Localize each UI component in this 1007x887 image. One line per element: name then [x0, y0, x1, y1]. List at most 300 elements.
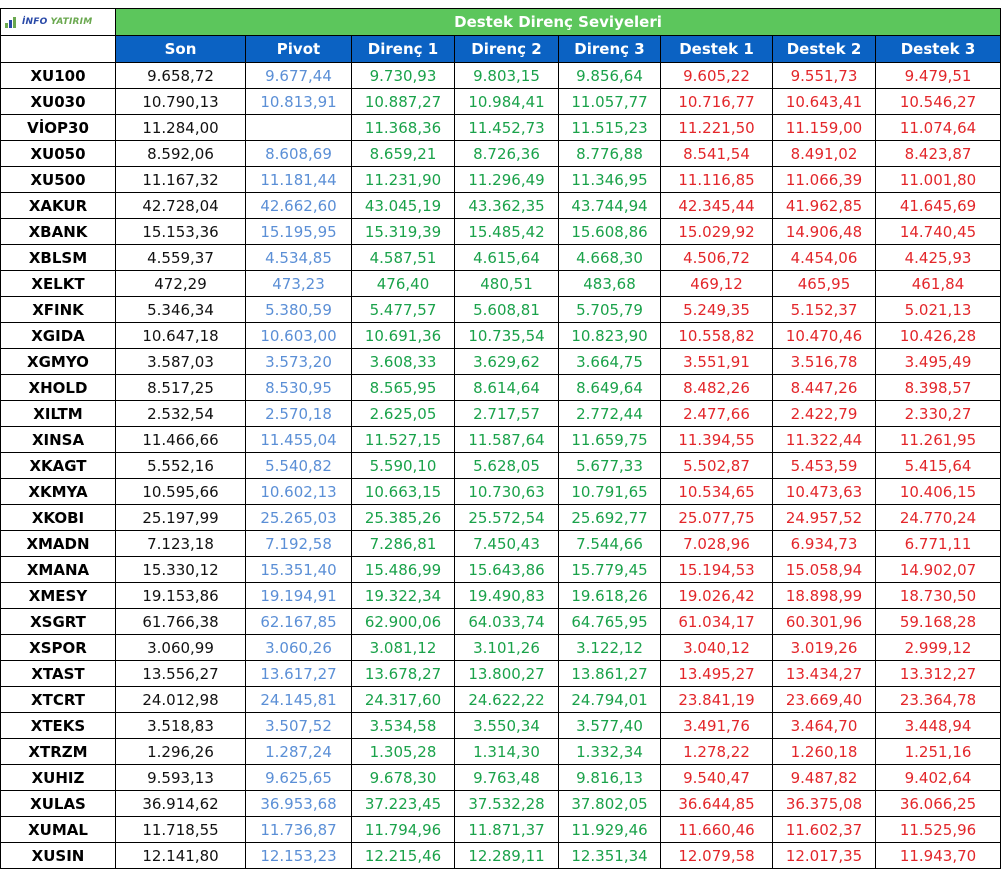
- cell-destek-2: 15.058,94: [773, 557, 876, 583]
- cell-direnc-2: 3.550,34: [455, 713, 559, 739]
- header-blank: [1, 36, 116, 63]
- table-row: [1, 89, 1001, 115]
- cell-direnc-1: 12.215,46: [352, 843, 455, 869]
- cell-direnc-2: 5.608,81: [455, 297, 559, 323]
- table-row: [1, 739, 1001, 765]
- cell-destek-1: 36.644,85: [661, 791, 773, 817]
- cell-destek-1: 3.040,12: [661, 635, 773, 661]
- cell-pivot: 25.265,03: [246, 505, 352, 531]
- cell-destek-3: 3.448,94: [876, 713, 1001, 739]
- cell-direnc-3: 4.668,30: [559, 245, 661, 271]
- logo-bars-icon: [5, 16, 19, 28]
- cell-destek-2: 3.464,70: [773, 713, 876, 739]
- cell-destek-3: 5.021,13: [876, 297, 1001, 323]
- table-row: [1, 765, 1001, 791]
- header-direnc-2: Direnç 2: [455, 36, 559, 63]
- cell-direnc-3: 5.705,79: [559, 297, 661, 323]
- cell-direnc-1: 476,40: [352, 271, 455, 297]
- header-destek-3: Destek 3: [876, 36, 1001, 63]
- cell-destek-1: 15.029,92: [661, 219, 773, 245]
- cell-pivot: 10.602,13: [246, 479, 352, 505]
- table-row: [1, 349, 1001, 375]
- cell-destek-3: 13.312,27: [876, 661, 1001, 687]
- cell-direnc-3: 15.779,45: [559, 557, 661, 583]
- cell-direnc-2: 10.735,54: [455, 323, 559, 349]
- cell-symbol: XUSIN: [1, 843, 116, 869]
- cell-son: 12.141,80: [116, 843, 246, 869]
- cell-destek-1: 19.026,42: [661, 583, 773, 609]
- cell-destek-3: 14.740,45: [876, 219, 1001, 245]
- cell-destek-1: 12.079,58: [661, 843, 773, 869]
- cell-destek-3: 11.261,95: [876, 427, 1001, 453]
- cell-son: 42.728,04: [116, 193, 246, 219]
- cell-destek-2: 11.602,37: [773, 817, 876, 843]
- cell-direnc-3: 1.332,34: [559, 739, 661, 765]
- logo-cell: [1, 9, 116, 36]
- cell-pivot: 12.153,23: [246, 843, 352, 869]
- cell-direnc-1: 11.527,15: [352, 427, 455, 453]
- cell-direnc-3: 37.802,05: [559, 791, 661, 817]
- cell-pivot: 9.677,44: [246, 63, 352, 89]
- cell-son: 11.284,00: [116, 115, 246, 141]
- cell-direnc-3: 13.861,27: [559, 661, 661, 687]
- cell-pivot: 10.603,00: [246, 323, 352, 349]
- table-row: [1, 661, 1001, 687]
- cell-son: 11.466,66: [116, 427, 246, 453]
- cell-direnc-2: 1.314,30: [455, 739, 559, 765]
- cell-destek-3: 11.001,80: [876, 167, 1001, 193]
- cell-direnc-1: 5.590,10: [352, 453, 455, 479]
- cell-direnc-2: 10.730,63: [455, 479, 559, 505]
- cell-direnc-2: 7.450,43: [455, 531, 559, 557]
- table-row: [1, 531, 1001, 557]
- cell-direnc-1: 3.608,33: [352, 349, 455, 375]
- table-row: [1, 557, 1001, 583]
- table-row: [1, 791, 1001, 817]
- cell-destek-1: 8.541,54: [661, 141, 773, 167]
- cell-destek-3: 9.479,51: [876, 63, 1001, 89]
- cell-pivot: 5.380,59: [246, 297, 352, 323]
- cell-son: 9.658,72: [116, 63, 246, 89]
- cell-destek-3: 11.074,64: [876, 115, 1001, 141]
- cell-symbol: XGMYO: [1, 349, 116, 375]
- cell-destek-1: 61.034,17: [661, 609, 773, 635]
- cell-direnc-1: 62.900,06: [352, 609, 455, 635]
- cell-direnc-2: 11.871,37: [455, 817, 559, 843]
- cell-destek-1: 2.477,66: [661, 401, 773, 427]
- cell-symbol: XGIDA: [1, 323, 116, 349]
- cell-direnc-3: 64.765,95: [559, 609, 661, 635]
- cell-son: 9.593,13: [116, 765, 246, 791]
- cell-destek-1: 9.605,22: [661, 63, 773, 89]
- cell-pivot: 36.953,68: [246, 791, 352, 817]
- cell-direnc-3: 8.649,64: [559, 375, 661, 401]
- cell-symbol: XSPOR: [1, 635, 116, 661]
- cell-symbol: XKOBI: [1, 505, 116, 531]
- cell-symbol: XTRZM: [1, 739, 116, 765]
- cell-destek-2: 24.957,52: [773, 505, 876, 531]
- cell-direnc-2: 3.101,26: [455, 635, 559, 661]
- cell-direnc-3: 12.351,34: [559, 843, 661, 869]
- cell-direnc-1: 25.385,26: [352, 505, 455, 531]
- cell-pivot: 3.573,20: [246, 349, 352, 375]
- cell-direnc-1: 3.534,58: [352, 713, 455, 739]
- table-row: [1, 479, 1001, 505]
- table-row: [1, 401, 1001, 427]
- cell-destek-3: 3.495,49: [876, 349, 1001, 375]
- table-row: [1, 453, 1001, 479]
- cell-destek-3: 11.943,70: [876, 843, 1001, 869]
- cell-destek-2: 10.473,63: [773, 479, 876, 505]
- cell-son: 13.556,27: [116, 661, 246, 687]
- cell-pivot: 15.195,95: [246, 219, 352, 245]
- cell-direnc-3: 11.929,46: [559, 817, 661, 843]
- cell-direnc-2: 11.587,64: [455, 427, 559, 453]
- cell-symbol: XHOLD: [1, 375, 116, 401]
- cell-pivot: 42.662,60: [246, 193, 352, 219]
- cell-direnc-1: 2.625,05: [352, 401, 455, 427]
- cell-direnc-3: 8.776,88: [559, 141, 661, 167]
- cell-direnc-1: 1.305,28: [352, 739, 455, 765]
- cell-pivot: 24.145,81: [246, 687, 352, 713]
- cell-symbol: XU100: [1, 63, 116, 89]
- cell-symbol: XMADN: [1, 531, 116, 557]
- column-header-row: [1, 36, 1001, 63]
- logo-text-info: İNFO: [22, 17, 48, 27]
- cell-direnc-2: 15.643,86: [455, 557, 559, 583]
- cell-direnc-3: 3.664,75: [559, 349, 661, 375]
- cell-pivot: 8.608,69: [246, 141, 352, 167]
- cell-pivot: 11.455,04: [246, 427, 352, 453]
- cell-pivot: 13.617,27: [246, 661, 352, 687]
- cell-symbol: XTAST: [1, 661, 116, 687]
- cell-pivot: 3.507,52: [246, 713, 352, 739]
- cell-destek-2: 6.934,73: [773, 531, 876, 557]
- cell-destek-1: 23.841,19: [661, 687, 773, 713]
- cell-direnc-3: 15.608,86: [559, 219, 661, 245]
- cell-destek-1: 11.660,46: [661, 817, 773, 843]
- cell-direnc-1: 8.565,95: [352, 375, 455, 401]
- cell-son: 8.517,25: [116, 375, 246, 401]
- cell-direnc-1: 11.368,36: [352, 115, 455, 141]
- cell-destek-1: 4.506,72: [661, 245, 773, 271]
- cell-symbol: XBLSM: [1, 245, 116, 271]
- cell-destek-1: 15.194,53: [661, 557, 773, 583]
- cell-direnc-3: 19.618,26: [559, 583, 661, 609]
- cell-direnc-2: 43.362,35: [455, 193, 559, 219]
- table-row: [1, 817, 1001, 843]
- cell-direnc-1: 3.081,12: [352, 635, 455, 661]
- table-row: [1, 609, 1001, 635]
- cell-son: 8.592,06: [116, 141, 246, 167]
- cell-destek-3: 4.425,93: [876, 245, 1001, 271]
- cell-direnc-1: 37.223,45: [352, 791, 455, 817]
- header-destek-2: Destek 2: [773, 36, 876, 63]
- cell-destek-2: 2.422,79: [773, 401, 876, 427]
- cell-pivot: 11.736,87: [246, 817, 352, 843]
- cell-destek-1: 5.502,87: [661, 453, 773, 479]
- cell-destek-2: 60.301,96: [773, 609, 876, 635]
- cell-destek-2: 10.643,41: [773, 89, 876, 115]
- cell-son: 15.153,36: [116, 219, 246, 245]
- cell-symbol: XU030: [1, 89, 116, 115]
- cell-son: 10.647,18: [116, 323, 246, 349]
- cell-destek-1: 9.540,47: [661, 765, 773, 791]
- cell-destek-1: 11.116,85: [661, 167, 773, 193]
- cell-direnc-2: 12.289,11: [455, 843, 559, 869]
- cell-pivot: 473,23: [246, 271, 352, 297]
- cell-direnc-3: 5.677,33: [559, 453, 661, 479]
- table-row: [1, 713, 1001, 739]
- table-row: [1, 115, 1001, 141]
- cell-direnc-3: 11.346,95: [559, 167, 661, 193]
- cell-son: 3.587,03: [116, 349, 246, 375]
- cell-direnc-1: 11.231,90: [352, 167, 455, 193]
- cell-direnc-3: 7.544,66: [559, 531, 661, 557]
- header-direnc-1: Direnç 1: [352, 36, 455, 63]
- cell-destek-3: 8.423,87: [876, 141, 1001, 167]
- cell-direnc-2: 37.532,28: [455, 791, 559, 817]
- cell-direnc-3: 2.772,44: [559, 401, 661, 427]
- cell-destek-1: 8.482,26: [661, 375, 773, 401]
- cell-destek-2: 18.898,99: [773, 583, 876, 609]
- cell-son: 5.346,34: [116, 297, 246, 323]
- cell-direnc-2: 25.572,54: [455, 505, 559, 531]
- cell-direnc-2: 4.615,64: [455, 245, 559, 271]
- cell-direnc-2: 24.622,22: [455, 687, 559, 713]
- cell-direnc-1: 10.663,15: [352, 479, 455, 505]
- cell-direnc-2: 10.984,41: [455, 89, 559, 115]
- cell-destek-3: 6.771,11: [876, 531, 1001, 557]
- cell-destek-3: 59.168,28: [876, 609, 1001, 635]
- cell-destek-3: 8.398,57: [876, 375, 1001, 401]
- cell-destek-1: 11.394,55: [661, 427, 773, 453]
- cell-symbol: XTCRT: [1, 687, 116, 713]
- cell-destek-1: 3.551,91: [661, 349, 773, 375]
- table-title: Destek Direnç Seviyeleri: [116, 9, 1001, 36]
- cell-son: 19.153,86: [116, 583, 246, 609]
- table-row: [1, 297, 1001, 323]
- cell-destek-2: 9.487,82: [773, 765, 876, 791]
- cell-destek-2: 5.453,59: [773, 453, 876, 479]
- cell-direnc-1: 13.678,27: [352, 661, 455, 687]
- cell-direnc-3: 10.823,90: [559, 323, 661, 349]
- table-row: [1, 505, 1001, 531]
- cell-pivot: 10.813,91: [246, 89, 352, 115]
- cell-direnc-1: 15.319,39: [352, 219, 455, 245]
- cell-destek-3: 10.406,15: [876, 479, 1001, 505]
- cell-direnc-3: 24.794,01: [559, 687, 661, 713]
- header-pivot: Pivot: [246, 36, 352, 63]
- cell-son: 10.595,66: [116, 479, 246, 505]
- cell-direnc-2: 11.452,73: [455, 115, 559, 141]
- cell-direnc-1: 10.691,36: [352, 323, 455, 349]
- table-row: [1, 583, 1001, 609]
- cell-pivot: 4.534,85: [246, 245, 352, 271]
- cell-direnc-1: 11.794,96: [352, 817, 455, 843]
- table-row: [1, 63, 1001, 89]
- cell-direnc-2: 15.485,42: [455, 219, 559, 245]
- cell-son: 3.518,83: [116, 713, 246, 739]
- cell-destek-1: 11.221,50: [661, 115, 773, 141]
- cell-symbol: XAKUR: [1, 193, 116, 219]
- cell-destek-1: 7.028,96: [661, 531, 773, 557]
- cell-symbol: XMANA: [1, 557, 116, 583]
- cell-destek-1: 1.278,22: [661, 739, 773, 765]
- cell-destek-3: 2.330,27: [876, 401, 1001, 427]
- cell-direnc-1: 15.486,99: [352, 557, 455, 583]
- cell-direnc-2: 9.803,15: [455, 63, 559, 89]
- cell-son: 5.552,16: [116, 453, 246, 479]
- cell-destek-1: 3.491,76: [661, 713, 773, 739]
- cell-symbol: XFINK: [1, 297, 116, 323]
- cell-direnc-1: 43.045,19: [352, 193, 455, 219]
- table-row: [1, 167, 1001, 193]
- cell-destek-2: 5.152,37: [773, 297, 876, 323]
- table-row: [1, 245, 1001, 271]
- cell-son: 61.766,38: [116, 609, 246, 635]
- cell-symbol: XUHIZ: [1, 765, 116, 791]
- cell-son: 15.330,12: [116, 557, 246, 583]
- cell-destek-3: 24.770,24: [876, 505, 1001, 531]
- cell-direnc-1: 10.887,27: [352, 89, 455, 115]
- cell-direnc-2: 3.629,62: [455, 349, 559, 375]
- cell-pivot: 5.540,82: [246, 453, 352, 479]
- cell-son: 11.167,32: [116, 167, 246, 193]
- cell-destek-2: 11.322,44: [773, 427, 876, 453]
- cell-son: 1.296,26: [116, 739, 246, 765]
- table-row: [1, 687, 1001, 713]
- table-row: [1, 635, 1001, 661]
- cell-destek-2: 11.066,39: [773, 167, 876, 193]
- cell-pivot: 9.625,65: [246, 765, 352, 791]
- cell-pivot: 3.060,26: [246, 635, 352, 661]
- cell-son: 24.012,98: [116, 687, 246, 713]
- cell-symbol: XU500: [1, 167, 116, 193]
- cell-destek-3: 461,84: [876, 271, 1001, 297]
- cell-pivot: 7.192,58: [246, 531, 352, 557]
- cell-direnc-1: 9.678,30: [352, 765, 455, 791]
- cell-direnc-1: 7.286,81: [352, 531, 455, 557]
- cell-destek-1: 469,12: [661, 271, 773, 297]
- cell-direnc-3: 3.577,40: [559, 713, 661, 739]
- cell-symbol: XMESY: [1, 583, 116, 609]
- cell-symbol: XSGRT: [1, 609, 116, 635]
- cell-direnc-3: 3.122,12: [559, 635, 661, 661]
- logo-text-yatirim: YATIRIM: [50, 17, 93, 27]
- cell-destek-3: 5.415,64: [876, 453, 1001, 479]
- table-row: [1, 323, 1001, 349]
- cell-direnc-2: 480,51: [455, 271, 559, 297]
- cell-direnc-3: 10.791,65: [559, 479, 661, 505]
- cell-direnc-3: 43.744,94: [559, 193, 661, 219]
- cell-direnc-3: 483,68: [559, 271, 661, 297]
- cell-symbol: XULAS: [1, 791, 116, 817]
- table-row: [1, 427, 1001, 453]
- cell-direnc-2: 13.800,27: [455, 661, 559, 687]
- cell-destek-2: 23.669,40: [773, 687, 876, 713]
- cell-direnc-1: 4.587,51: [352, 245, 455, 271]
- cell-symbol: XKMYA: [1, 479, 116, 505]
- cell-pivot: [246, 115, 352, 141]
- cell-pivot: 15.351,40: [246, 557, 352, 583]
- header-son: Son: [116, 36, 246, 63]
- cell-destek-3: 41.645,69: [876, 193, 1001, 219]
- cell-destek-2: 12.017,35: [773, 843, 876, 869]
- cell-destek-1: 42.345,44: [661, 193, 773, 219]
- cell-pivot: 2.570,18: [246, 401, 352, 427]
- cell-destek-2: 8.447,26: [773, 375, 876, 401]
- table-row: [1, 219, 1001, 245]
- cell-destek-3: 2.999,12: [876, 635, 1001, 661]
- cell-son: 11.718,55: [116, 817, 246, 843]
- support-resistance-table: [0, 8, 1001, 869]
- cell-symbol: XINSA: [1, 427, 116, 453]
- cell-direnc-3: 9.816,13: [559, 765, 661, 791]
- cell-son: 10.790,13: [116, 89, 246, 115]
- table-row: [1, 271, 1001, 297]
- cell-direnc-2: 5.628,05: [455, 453, 559, 479]
- cell-destek-1: 25.077,75: [661, 505, 773, 531]
- cell-son: 7.123,18: [116, 531, 246, 557]
- cell-direnc-3: 9.856,64: [559, 63, 661, 89]
- cell-direnc-1: 8.659,21: [352, 141, 455, 167]
- cell-direnc-3: 11.057,77: [559, 89, 661, 115]
- cell-son: 4.559,37: [116, 245, 246, 271]
- cell-destek-2: 4.454,06: [773, 245, 876, 271]
- cell-symbol: XILTM: [1, 401, 116, 427]
- table-row: [1, 141, 1001, 167]
- cell-symbol: XTEKS: [1, 713, 116, 739]
- cell-symbol: XBANK: [1, 219, 116, 245]
- cell-direnc-2: 2.717,57: [455, 401, 559, 427]
- cell-destek-2: 36.375,08: [773, 791, 876, 817]
- cell-direnc-1: 19.322,34: [352, 583, 455, 609]
- cell-destek-3: 10.426,28: [876, 323, 1001, 349]
- cell-symbol: XU050: [1, 141, 116, 167]
- cell-destek-3: 36.066,25: [876, 791, 1001, 817]
- cell-direnc-2: 64.033,74: [455, 609, 559, 635]
- cell-destek-3: 9.402,64: [876, 765, 1001, 791]
- cell-destek-3: 1.251,16: [876, 739, 1001, 765]
- cell-son: 36.914,62: [116, 791, 246, 817]
- header-destek-1: Destek 1: [661, 36, 773, 63]
- cell-destek-2: 14.906,48: [773, 219, 876, 245]
- cell-destek-2: 465,95: [773, 271, 876, 297]
- cell-destek-3: 23.364,78: [876, 687, 1001, 713]
- cell-direnc-2: 11.296,49: [455, 167, 559, 193]
- cell-destek-1: 10.558,82: [661, 323, 773, 349]
- cell-destek-1: 10.716,77: [661, 89, 773, 115]
- header-direnc-3: Direnç 3: [559, 36, 661, 63]
- cell-symbol: XELKT: [1, 271, 116, 297]
- table-body: [1, 63, 1001, 869]
- cell-destek-2: 13.434,27: [773, 661, 876, 687]
- cell-symbol: XKAGT: [1, 453, 116, 479]
- cell-direnc-3: 25.692,77: [559, 505, 661, 531]
- cell-symbol: XUMAL: [1, 817, 116, 843]
- cell-direnc-1: 9.730,93: [352, 63, 455, 89]
- cell-destek-2: 8.491,02: [773, 141, 876, 167]
- cell-son: 25.197,99: [116, 505, 246, 531]
- cell-destek-3: 11.525,96: [876, 817, 1001, 843]
- cell-destek-2: 3.019,26: [773, 635, 876, 661]
- cell-direnc-2: 8.726,36: [455, 141, 559, 167]
- cell-destek-3: 18.730,50: [876, 583, 1001, 609]
- cell-direnc-2: 8.614,64: [455, 375, 559, 401]
- cell-direnc-3: 11.515,23: [559, 115, 661, 141]
- cell-destek-2: 3.516,78: [773, 349, 876, 375]
